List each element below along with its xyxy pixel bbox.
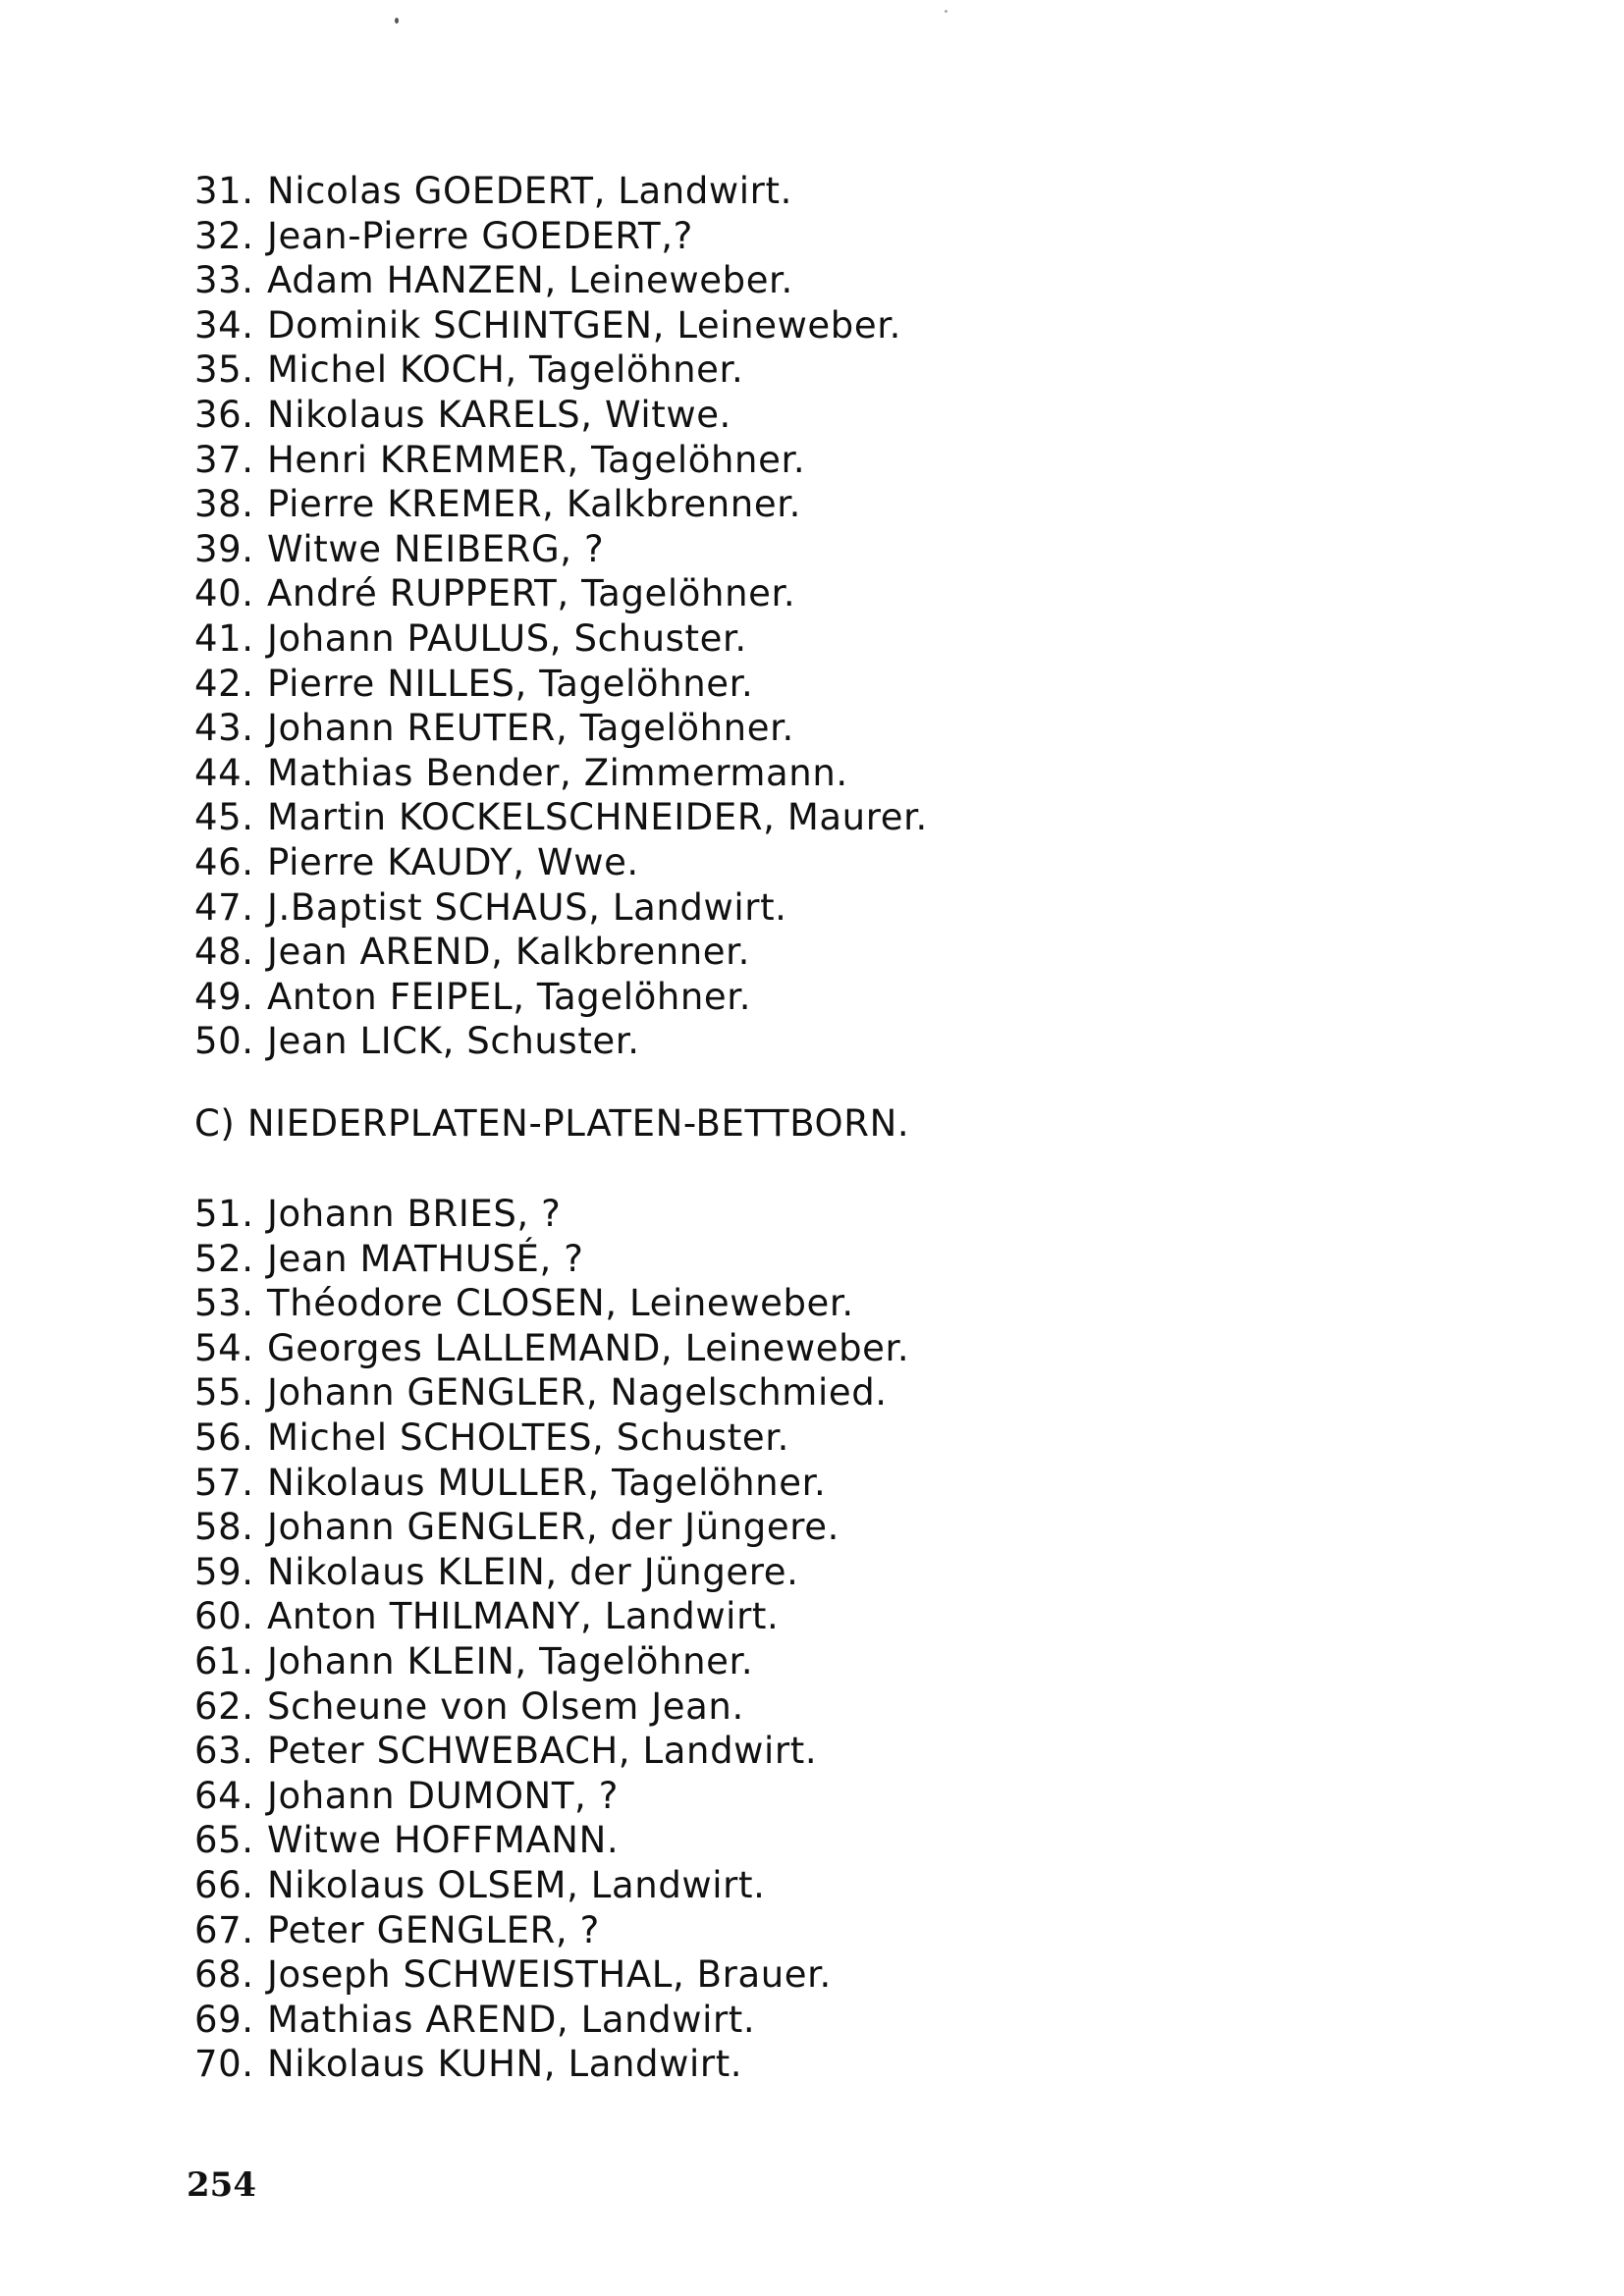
entry-text: Nikolaus OLSEM, Landwirt. bbox=[267, 1863, 766, 1906]
list-item bbox=[194, 1998, 1422, 2043]
list-item bbox=[194, 795, 1422, 840]
entry-number: 55. bbox=[194, 1371, 254, 1415]
entry-number: 54. bbox=[194, 1326, 254, 1369]
list-item bbox=[194, 1415, 1422, 1461]
entry-number: 31. bbox=[194, 170, 254, 212]
list-item bbox=[194, 1908, 1422, 1953]
entry-number: 49. bbox=[194, 975, 254, 1018]
section-heading: C) NIEDERPLATEN-PLATEN-BETTBORN. bbox=[194, 1102, 910, 1145]
entry-text: Georges LALLEMAND, Leineweber. bbox=[267, 1326, 910, 1369]
list-item bbox=[194, 1729, 1422, 1774]
list-item bbox=[194, 571, 1422, 616]
entry-text: Nikolaus KUHN, Landwirt. bbox=[267, 2043, 743, 2086]
entry-number: 35. bbox=[194, 348, 254, 392]
entry-number: 40. bbox=[194, 572, 254, 615]
list-item bbox=[194, 975, 1422, 1020]
entry-text: Scheune von Olsem Jean. bbox=[267, 1684, 744, 1728]
list-item bbox=[194, 482, 1422, 527]
entry-number: 48. bbox=[194, 931, 254, 974]
list-item bbox=[194, 2042, 1422, 2087]
entry-list-section-c bbox=[194, 1192, 1422, 2087]
entry-number: 66. bbox=[194, 1863, 254, 1906]
entry-number: 37. bbox=[194, 438, 254, 481]
list-item bbox=[194, 1370, 1422, 1415]
entry-text: Nikolaus KLEIN, der Jüngere. bbox=[267, 1550, 799, 1593]
entry-text: Anton THILMANY, Landwirt. bbox=[267, 1595, 780, 1638]
entry-text: Nikolaus KARELS, Witwe. bbox=[267, 393, 731, 436]
list-item bbox=[194, 1952, 1422, 1998]
entry-number: 32. bbox=[194, 214, 254, 257]
list-item bbox=[194, 393, 1422, 438]
list-item bbox=[194, 1594, 1422, 1639]
list-item bbox=[194, 438, 1422, 483]
entry-number: 53. bbox=[194, 1282, 254, 1325]
entry-text: Jean-Pierre GOEDERT,? bbox=[267, 214, 693, 257]
entry-text: Johann GENGLER, Nagelschmied. bbox=[267, 1371, 888, 1415]
list-item bbox=[194, 1281, 1422, 1326]
list-item bbox=[194, 930, 1422, 975]
list-item bbox=[194, 1639, 1422, 1684]
entry-text: André RUPPERT, Tagelöhner. bbox=[267, 572, 796, 615]
entry-text: Jean AREND, Kalkbrenner. bbox=[267, 931, 750, 974]
list-item bbox=[194, 751, 1422, 796]
list-item bbox=[194, 169, 1422, 214]
entry-text: Johann GENGLER, der Jüngere. bbox=[267, 1506, 839, 1549]
list-item bbox=[194, 1863, 1422, 1908]
scan-speck bbox=[945, 10, 947, 13]
entry-number: 64. bbox=[194, 1774, 254, 1817]
list-item bbox=[194, 885, 1422, 931]
list-item bbox=[194, 303, 1422, 348]
entry-number: 42. bbox=[194, 662, 254, 705]
entry-number: 52. bbox=[194, 1237, 254, 1280]
entry-text: Pierre KREMER, Kalkbrenner. bbox=[267, 483, 801, 526]
entry-number: 59. bbox=[194, 1550, 254, 1593]
entry-text: Witwe NEIBERG, ? bbox=[267, 527, 605, 570]
entry-text: Johann REUTER, Tagelöhner. bbox=[267, 707, 794, 750]
entry-number: 63. bbox=[194, 1730, 254, 1773]
list-item bbox=[194, 1774, 1422, 1819]
entry-text: Mathias Bender, Zimmermann. bbox=[267, 751, 848, 794]
scan-speck bbox=[395, 18, 399, 24]
entry-text: Johann PAULUS, Schuster. bbox=[267, 616, 747, 660]
entry-number: 68. bbox=[194, 1953, 254, 1997]
entry-text: Martin KOCKELSCHNEIDER, Maurer. bbox=[267, 796, 928, 839]
list-item bbox=[194, 1237, 1422, 1282]
entry-text: Jean MATHUSÉ, ? bbox=[267, 1237, 584, 1280]
list-item bbox=[194, 1684, 1422, 1730]
entry-text: Anton FEIPEL, Tagelöhner. bbox=[267, 975, 752, 1018]
entry-number: 43. bbox=[194, 707, 254, 750]
list-item bbox=[194, 347, 1422, 393]
entry-number: 44. bbox=[194, 751, 254, 794]
list-item bbox=[194, 1326, 1422, 1371]
list-item bbox=[194, 1818, 1422, 1863]
entry-number: 50. bbox=[194, 1020, 254, 1063]
entry-text: Henri KREMMER, Tagelöhner. bbox=[267, 438, 806, 481]
entry-number: 69. bbox=[194, 1998, 254, 2041]
entry-text: Michel KOCH, Tagelöhner. bbox=[267, 348, 744, 392]
entry-text: Michel SCHOLTES, Schuster. bbox=[267, 1415, 790, 1459]
page-number: 254 bbox=[187, 2165, 256, 2205]
entry-number: 56. bbox=[194, 1415, 254, 1459]
entry-text: Johann BRIES, ? bbox=[267, 1193, 562, 1235]
entry-number: 47. bbox=[194, 885, 254, 929]
entry-number: 62. bbox=[194, 1684, 254, 1728]
list-item bbox=[194, 1019, 1422, 1064]
entry-number: 39. bbox=[194, 527, 254, 570]
entry-text: Peter GENGLER, ? bbox=[267, 1908, 600, 1951]
entry-text: J.Baptist SCHAUS, Landwirt. bbox=[267, 885, 787, 929]
entry-number: 65. bbox=[194, 1819, 254, 1862]
entry-text: Dominik SCHINTGEN, Leineweber. bbox=[267, 303, 902, 347]
entry-number: 61. bbox=[194, 1639, 254, 1682]
entry-text: Witwe HOFFMANN. bbox=[267, 1819, 620, 1862]
entry-number: 38. bbox=[194, 483, 254, 526]
entry-number: 67. bbox=[194, 1908, 254, 1951]
list-item bbox=[194, 840, 1422, 885]
list-item bbox=[194, 1550, 1422, 1595]
entry-text: Jean LICK, Schuster. bbox=[267, 1020, 640, 1063]
list-item bbox=[194, 1192, 1422, 1237]
entry-number: 60. bbox=[194, 1595, 254, 1638]
entry-text: Pierre NILLES, Tagelöhner. bbox=[267, 662, 754, 705]
entry-text: Adam HANZEN, Leineweber. bbox=[267, 259, 793, 302]
entry-text: Pierre KAUDY, Wwe. bbox=[267, 840, 639, 883]
entry-number: 33. bbox=[194, 259, 254, 302]
entry-text: Johann KLEIN, Tagelöhner. bbox=[267, 1639, 754, 1682]
entry-text: Johann DUMONT, ? bbox=[267, 1774, 619, 1817]
list-item bbox=[194, 258, 1422, 303]
entry-list-section-a bbox=[194, 169, 1422, 1064]
entry-text: Peter SCHWEBACH, Landwirt. bbox=[267, 1730, 818, 1773]
entry-number: 70. bbox=[194, 2043, 254, 2086]
entry-number: 36. bbox=[194, 393, 254, 436]
entry-text: Nikolaus MULLER, Tagelöhner. bbox=[267, 1461, 827, 1504]
entry-text: Nicolas GOEDERT, Landwirt. bbox=[267, 170, 792, 212]
entry-text: Mathias AREND, Landwirt. bbox=[267, 1998, 756, 2041]
entry-number: 58. bbox=[194, 1506, 254, 1549]
list-item bbox=[194, 1461, 1422, 1506]
list-item bbox=[194, 706, 1422, 751]
list-item bbox=[194, 662, 1422, 707]
entry-number: 46. bbox=[194, 840, 254, 883]
entry-text: Théodore CLOSEN, Leineweber. bbox=[267, 1282, 854, 1325]
list-item bbox=[194, 1505, 1422, 1550]
list-item bbox=[194, 616, 1422, 662]
entry-number: 57. bbox=[194, 1461, 254, 1504]
list-item bbox=[194, 214, 1422, 259]
entry-number: 41. bbox=[194, 616, 254, 660]
entry-number: 51. bbox=[194, 1193, 254, 1235]
entry-number: 45. bbox=[194, 796, 254, 839]
list-item bbox=[194, 527, 1422, 572]
entry-text: Joseph SCHWEISTHAL, Brauer. bbox=[267, 1953, 832, 1997]
entry-number: 34. bbox=[194, 303, 254, 347]
